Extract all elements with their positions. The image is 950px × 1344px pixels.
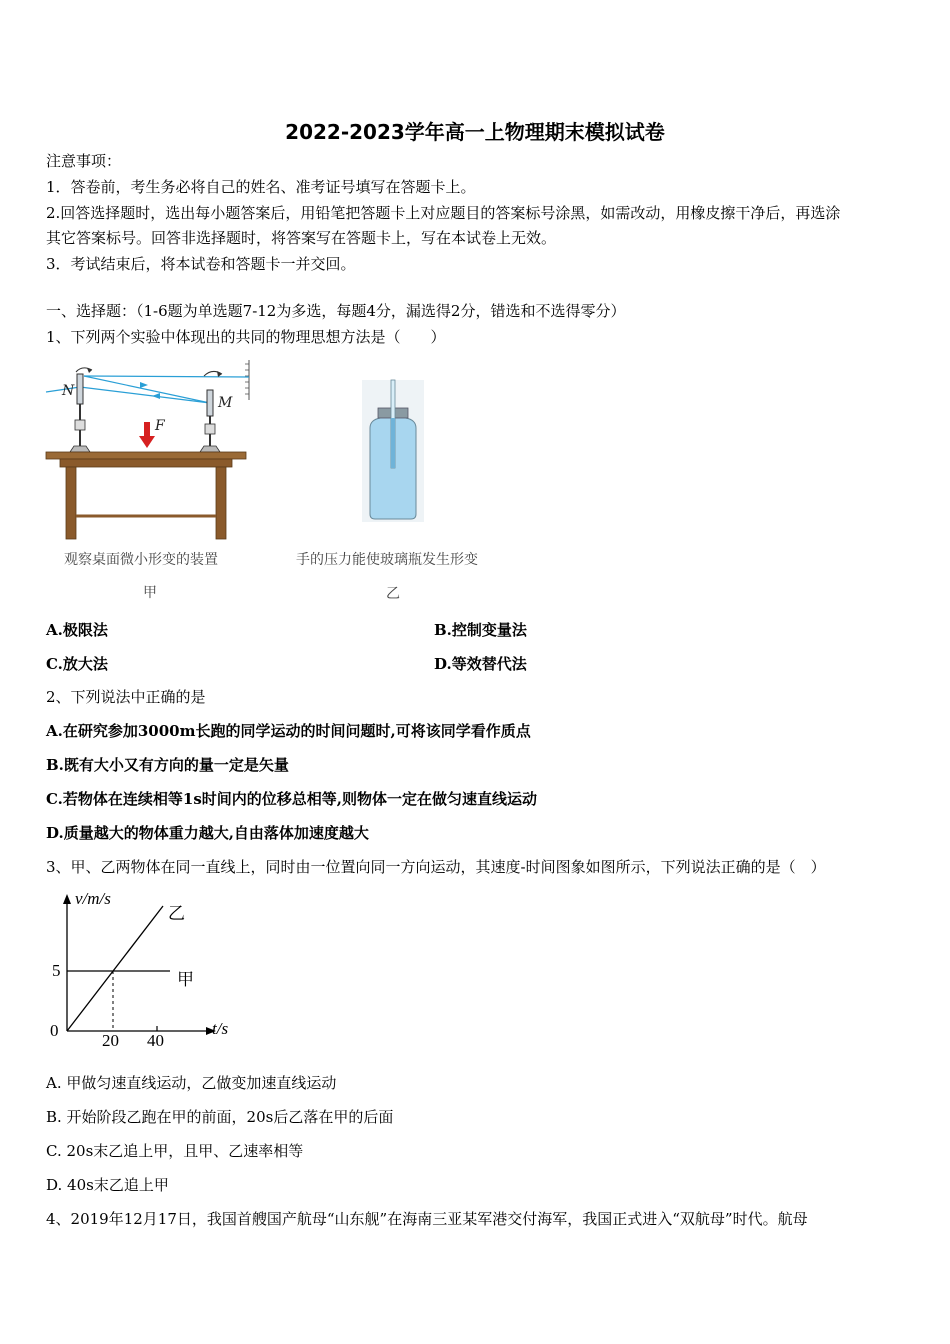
fig1-label: 甲 <box>143 585 157 601</box>
q1-option-a: A.极限法 <box>46 621 108 639</box>
graph-x-tick-40: 40 <box>147 1031 164 1050</box>
q3-option-a: A. 甲做匀速直线运动，乙做变加速直线运动 <box>46 1074 337 1092</box>
fig1-caption: 观察桌面微小形变的装置 <box>64 552 218 568</box>
graph-x-tick-20: 20 <box>102 1031 119 1050</box>
q2-option-d: D.质量越大的物体重力越大,自由落体加速度越大 <box>46 824 369 842</box>
fig1-label-F: F <box>155 418 165 434</box>
notice-heading: 注意事项： <box>46 152 122 170</box>
q1-option-d: D.等效替代法 <box>434 655 527 673</box>
q2-stem: 2、下列说法中正确的是 <box>46 688 206 706</box>
fig2-label: 乙 <box>386 586 400 602</box>
page-title: 2022-2023学年高一上物理期末模拟试卷 <box>285 120 665 144</box>
fig2-caption: 手的压力能使玻璃瓶发生形变 <box>296 552 478 568</box>
q1-stem: 1、下列两个实验中体现出的共同的物理思想方法是（ ） <box>46 328 446 346</box>
q2-option-c: C.若物体在连续相等1s时间内的位移总相等,则物体一定在做匀速直线运动 <box>46 790 538 808</box>
fig1-label-N: N <box>62 383 75 399</box>
q4-stem: 4、2019年12月17日，我国首艘国产航母“山东舰”在海南三亚某军港交付海军，我国正式进入“双航母”时代。航母 <box>46 1210 808 1228</box>
q3-option-c: C. 20s末乙追上甲，且甲、乙速率相等 <box>46 1142 304 1160</box>
graph-label-jia: 甲 <box>177 970 194 989</box>
graph-y-tick: 5 <box>52 961 61 980</box>
q1-option-c: C.放大法 <box>46 655 108 673</box>
notice-item-1: 1．答卷前，考生务必将自己的姓名、准考证号填写在答题卡上。 <box>46 178 476 196</box>
fig1-label-M: M <box>218 395 233 411</box>
notice-item-3: 3．考试结束后，将本试卷和答题卡一并交回。 <box>46 255 356 273</box>
q1-option-b: B.控制变量法 <box>434 621 527 639</box>
notice-item-2-cont: 其它答案标号。回答非选择题时，将答案写在答题卡上，写在本试卷上无效。 <box>46 229 557 247</box>
notice-item-2: 2.回答选择题时，选出每小题答案后，用铅笔把答题卡上对应题目的答案标号涂黑，如需改动，用橡皮擦干净后，再选涂 <box>46 204 841 222</box>
q3-option-b: B. 开始阶段乙跑在甲的前面，20s后乙落在甲的后面 <box>46 1108 394 1126</box>
line-yi <box>67 906 163 1031</box>
q2-option-a: A.在研究参加3000m长跑的同学运动的时间问题时,可将该同学看作质点 <box>46 722 531 740</box>
q3-option-d: D. 40s末乙追上甲 <box>46 1176 169 1194</box>
section-heading: 一、选择题：（1-6题为单选题7-12为多选，每题4分，漏选得2分，错选和不选得零分） <box>46 302 626 320</box>
graph-origin: 0 <box>50 1021 59 1040</box>
figure-glass-bottle <box>360 378 430 524</box>
graph-label-yi: 乙 <box>168 904 185 923</box>
graph-ylabel: v/m/s <box>75 889 111 908</box>
q2-option-b: B.既有大小又有方向的量一定是矢量 <box>46 756 289 774</box>
graph-xlabel: t/s <box>212 1019 229 1038</box>
q3-stem: 3、甲、乙两物体在同一直线上，同时由一位置向同一方向运动，其速度-时间图象如图所示，下列说法正确的是（ ） <box>46 858 826 876</box>
